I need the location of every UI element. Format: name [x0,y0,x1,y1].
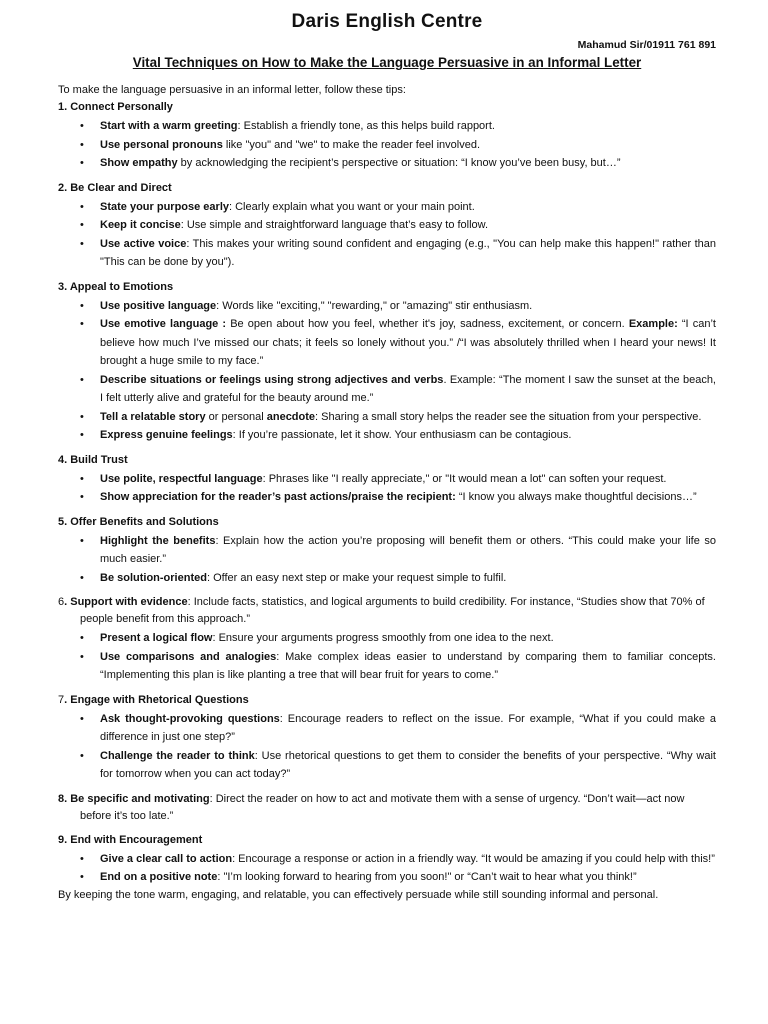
item-text: : Make complex ideas easier to understand by comparing them to familiar concepts. “Implementing this plan is like planting a tree that will bear fruit for years to come.” [100,650,716,681]
bullet-list [58,710,716,784]
bullet-icon: • [80,120,84,132]
bullet-icon: • [80,650,84,663]
item-text: : If you’re passionate, let it show. Your enthusiasm can be contagious. [232,429,572,441]
section-build-trust [58,452,716,507]
item-text: : "I’m looking forward to hearing from you soon!" or “Can’t wait to hear what you think!” [217,871,637,883]
list-item [80,470,716,489]
bullet-list [58,470,716,507]
bullet-icon: • [80,138,84,151]
item-text-tail: : Sharing a small story helps the reader see the situation from your perspective. [315,410,702,423]
bullet-icon: • [80,749,84,762]
item-text: : Ensure your arguments progress smoothly from one idea to the next. [212,632,554,644]
item-text: or personal [205,410,267,423]
item-text: : This makes your writing sound confident and engaging (e.g., "You can help make this happen!" rather than "This can be done by you"). [100,237,716,268]
bullet-icon: • [80,852,84,865]
item-lead: Ask thought-provoking questions [100,712,280,725]
section-heading-text: 8. Be specific and motivating [58,792,210,805]
section-heading: 3. Appeal to Emotions [58,280,174,293]
list-item [80,117,716,136]
item-example-text: “I can’t believe how much I’ve missed our chats; it feels so lonely without you.” /“I was absolutely thrilled when I heard your news! It brought a huge smile to my face.” [100,318,716,367]
bullet-icon: • [80,712,84,725]
item-text: : Encourage a response or action in a friendly way. “It would be amazing if you could help with this!” [232,852,715,865]
bullet-list [58,117,716,173]
item-lead: Express genuine feelings [100,429,233,441]
list-item [80,136,716,155]
section-number: 6 [58,596,65,608]
section-rhetorical-questions [58,692,716,784]
item-lead: Show appreciation for the reader’s past actions/praise the recipient: [100,491,456,503]
section-heading [58,692,716,709]
bullet-icon: • [80,871,84,883]
list-item [80,216,716,235]
list-item [80,629,716,648]
bullet-list [58,850,716,887]
list-item [80,532,716,569]
section-clear-direct [58,180,716,272]
item-text: : Phrases like "I really appreciate," or "It would mean a lot" can soften your request. [262,472,667,485]
item-text: : Use rhetorical questions to get them to consider the benefits of your perspective. “Why wait for tomorrow when you can act today?” [100,749,716,780]
list-item [80,426,716,445]
section-heading-text: . Support with evidence [64,596,188,608]
organization-name: Daris English Centre [291,11,483,32]
section-heading [58,791,716,825]
item-lead: State your purpose early [100,200,229,213]
list-item [80,868,716,887]
list-item [80,569,716,588]
bullet-icon: • [80,373,84,386]
item-lead: Keep it concise [100,219,181,231]
closing-text: By keeping the tone warm, engaging, and relatable, you can effectively persuade while still sounding informal and personal. [58,888,659,901]
section-heading-text: . Engage with Rhetorical Questions [64,693,249,706]
list-item [80,297,716,316]
list-item [80,747,716,784]
item-lead: Use personal pronouns [100,138,223,151]
list-item [80,371,716,408]
bullet-icon: • [80,200,84,213]
item-text: : Establish a friendly tone, as this helps build rapport. [237,120,495,132]
list-item [80,315,716,371]
item-example-label: Example: [628,318,678,330]
bullet-list [58,198,716,272]
section-heading [58,594,716,628]
section-heading-rest: : Include facts, statistics, and logical arguments to build credibility. For instance, “Studies show that 70% of people benefit from this approach.” [80,596,705,625]
item-text: : Offer an easy next step or make your request simple to fulfil. [206,571,507,584]
bullet-list [58,532,716,588]
item-lead: Tell a relatable story [100,410,206,423]
section-heading: 1. Connect Personally [58,101,173,113]
item-text: like "you" and "we" to make the reader feel involved. [222,138,481,151]
bullet-icon: • [80,157,84,169]
item-lead: Use active voice [100,237,187,250]
item-lead: Present a logical flow [100,632,213,644]
list-item [80,408,716,427]
item-text: : Use simple and straightforward language that’s easy to follow. [180,219,489,231]
section-number: 7 [58,693,65,706]
item-text: : Words like "exciting," "rewarding," or "amazing" stir enthusiasm. [216,299,533,312]
item-text: “I know you always make thoughtful decisions…” [455,491,697,503]
item-text: Be open about how you feel, whether it's joy, sadness, excitement, or concern. [226,318,629,330]
list-item [80,710,717,747]
item-lead: Show empathy [100,157,178,169]
section-connect-personally [58,99,716,173]
list-item [80,235,716,272]
section-heading: 4. Build Trust [58,453,128,466]
item-text: : Clearly explain what you want or your main point. [229,200,475,213]
bullet-icon: • [80,318,84,330]
bullet-icon: • [80,219,84,231]
item-lead: Use polite, respectful language [100,472,263,485]
item-text: : Explain how the action you’re proposing will benefit them or others. “This could make your life so much easier.” [100,534,716,565]
list-item [80,648,716,685]
section-heading: 5. Offer Benefits and Solutions [58,515,219,528]
list-item [80,198,716,217]
list-item [80,154,716,173]
intro-text: To make the language persuasive in an informal letter, follow these tips: [58,84,406,96]
item-lead: Use positive language [100,299,217,312]
section-heading-rest: : Direct the reader on how to act and motivate them with a sense of urgency. “Don’t wait—act now before it’s too late.” [80,792,685,822]
bullet-icon: • [80,237,84,250]
bullet-icon: • [80,299,84,312]
item-text: : Encourage readers to reflect on the issue. For example, “What if you could make a difference in just one step?” [100,712,717,743]
item-lead: Give a clear call to action [100,852,233,865]
item-text: . Example: “The moment I saw the sunset at the beach, I felt utterly alive and grateful for the beauty around me.” [100,373,716,404]
item-lead: Challenge the reader to think [100,749,255,762]
section-specific-motivating [58,791,716,825]
contact-line: Mahamud Sir/01911 761 891 [577,39,716,51]
bullet-icon: • [80,472,84,485]
section-heading: 2. Be Clear and Direct [58,181,172,194]
item-lead: Highlight the benefits [100,534,216,547]
document-title: Vital Techniques on How to Make the Language Persuasive in an Informal Letter [132,55,642,70]
bullet-icon: • [80,534,84,547]
bullet-icon: • [80,571,84,584]
item-lead: Describe situations or feelings using strong adjectives and verbs [100,373,444,386]
item-text: by acknowledging the recipient’s perspective or situation: “I know you’ve been busy, but…” [177,157,621,169]
bullet-list [58,629,716,685]
section-appeal-emotions [58,279,716,445]
bullet-icon: • [80,632,84,644]
section-support-evidence [58,594,716,685]
section-end-encouragement [58,832,716,887]
bullet-list [58,297,716,445]
bullet-icon: • [80,410,84,423]
item-lead: Be solution-oriented [100,571,207,584]
bullet-icon: • [80,429,84,441]
item-emphasis: anecdote [266,410,316,423]
item-lead: Start with a warm greeting [100,120,238,132]
item-lead: Use comparisons and analogies [100,650,277,663]
section-heading: 9. End with Encouragement [58,833,203,846]
bullet-icon: • [80,491,84,503]
item-lead: End on a positive note [100,871,218,883]
section-benefits-solutions [58,514,716,588]
list-item [80,850,716,869]
item-lead: Use emotive language : [100,318,227,330]
list-item [80,488,716,507]
